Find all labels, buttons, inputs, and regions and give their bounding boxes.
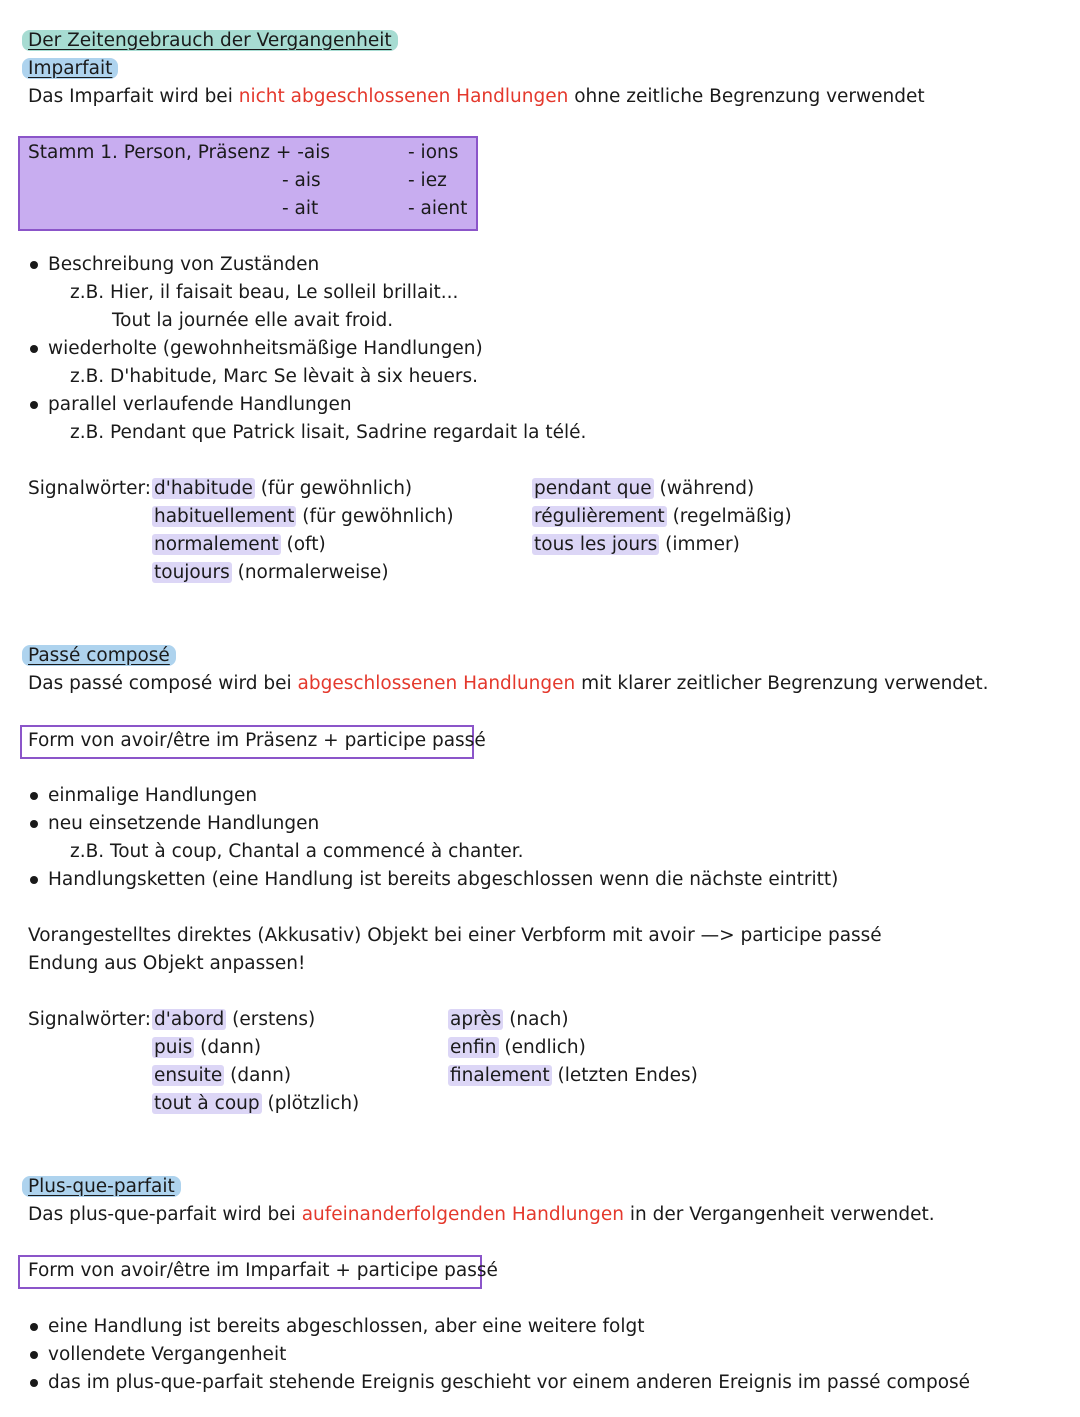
passe-compose-heading: Passé composé (22, 643, 176, 669)
passe-compose-example: z.B. Tout à coup, Chantal a commencé à chanter. (70, 841, 524, 862)
bullet-icon (30, 401, 38, 409)
passe-compose-use-2: neu einsetzende Handlungen (48, 813, 320, 834)
plus-que-parfait-heading: Plus-que-parfait (22, 1174, 181, 1200)
imparfait-example-2: Tout la journée elle avait froid. (112, 310, 394, 331)
passe-compose-use-1: einmalige Handlungen (48, 785, 258, 806)
plus-que-parfait-use-1: eine Handlung ist bereits abgeschlossen, aber eine weitere folgt (48, 1316, 645, 1337)
passe-compose-formula: Form von avoir/être im Präsenz + participe passé (28, 730, 486, 751)
formula-row1-right: - ions (408, 142, 459, 163)
passe-compose-use-3: Handlungsketten (eine Handlung ist bereits abgeschlossen wenn die nächste eintritt) (48, 869, 839, 890)
signal-word: pendant que (während) (534, 478, 755, 499)
passe-compose-note-2: Endung aus Objekt anpassen! (28, 953, 306, 974)
signal-word: puis (dann) (154, 1037, 262, 1058)
signal-word: tout à coup (plötzlich) (154, 1093, 360, 1114)
bullet-icon (30, 876, 38, 884)
plus-que-parfait-use-2: vollendete Vergangenheit (48, 1344, 287, 1365)
imparfait-example-1: z.B. Hier, il faisait beau, Le solleil brillait... (70, 282, 459, 303)
signal-word: d'abord (erstens) (154, 1009, 316, 1030)
imparfait-signal-label: Signalwörter: (28, 478, 152, 499)
signal-word: toujours (normalerweise) (154, 562, 389, 583)
bullet-icon (30, 345, 38, 353)
signal-word: d'habitude (für gewöhnlich) (154, 478, 413, 499)
formula-row2-right: - iez (408, 170, 447, 191)
signal-word: tous les jours (immer) (534, 534, 740, 555)
bullet-icon (30, 1351, 38, 1359)
formula-row3-left: - ait (282, 198, 319, 219)
signal-word: après (nach) (450, 1009, 569, 1030)
imparfait-intro: Das Imparfait wird bei nicht abgeschlossenen Handlungen ohne zeitliche Begrenzung verwendet (28, 86, 925, 107)
signal-word: ensuite (dann) (154, 1065, 292, 1086)
imparfait-use-2: wiederholte (gewohnheitsmäßige Handlungen) (48, 338, 483, 359)
passe-compose-note-1: Vorangestelltes direktes (Akkusativ) Objekt bei einer Verbform mit avoir —> participe passé (28, 925, 882, 946)
bullet-icon (30, 820, 38, 828)
signal-word: normalement (oft) (154, 534, 326, 555)
imparfait-heading: Imparfait (22, 56, 118, 82)
plus-que-parfait-intro: Das plus-que-parfait wird bei aufeinanderfolgenden Handlungen in der Vergangenheit verwendet. (28, 1204, 935, 1225)
signal-word: finalement (letzten Endes) (450, 1065, 698, 1086)
imparfait-use-1: Beschreibung von Zuständen (48, 254, 320, 275)
signal-word: régulièrement (regelmäßig) (534, 506, 792, 527)
formula-row1-left: Stamm 1. Person, Präsenz + -ais (28, 142, 330, 163)
plus-que-parfait-use-3: das im plus-que-parfait stehende Ereignis geschieht vor einem anderen Ereignis im passé composé (48, 1372, 971, 1393)
signal-word: habituellement (für gewöhnlich) (154, 506, 454, 527)
passe-compose-signal-label: Signalwörter: (28, 1009, 152, 1030)
imparfait-example-3: z.B. D'habitude, Marc Se lèvait à six heuers. (70, 366, 478, 387)
bullet-icon (30, 261, 38, 269)
bullet-icon (30, 1379, 38, 1387)
formula-row3-right: - aient (408, 198, 468, 219)
signal-word: enfin (endlich) (450, 1037, 586, 1058)
imparfait-use-3: parallel verlaufende Handlungen (48, 394, 352, 415)
imparfait-example-4: z.B. Pendant que Patrick lisait, Sadrine regardait la télé. (70, 422, 587, 443)
page-title: Der Zeitengebrauch der Vergangenheit (22, 28, 398, 54)
bullet-icon (30, 1323, 38, 1331)
bullet-icon (30, 792, 38, 800)
plus-que-parfait-formula: Form von avoir/être im Imparfait + participe passé (28, 1260, 498, 1281)
formula-row2-left: - ais (282, 170, 321, 191)
passe-compose-intro: Das passé composé wird bei abgeschlossenen Handlungen mit klarer zeitlicher Begrenzung verwendet. (28, 673, 989, 694)
